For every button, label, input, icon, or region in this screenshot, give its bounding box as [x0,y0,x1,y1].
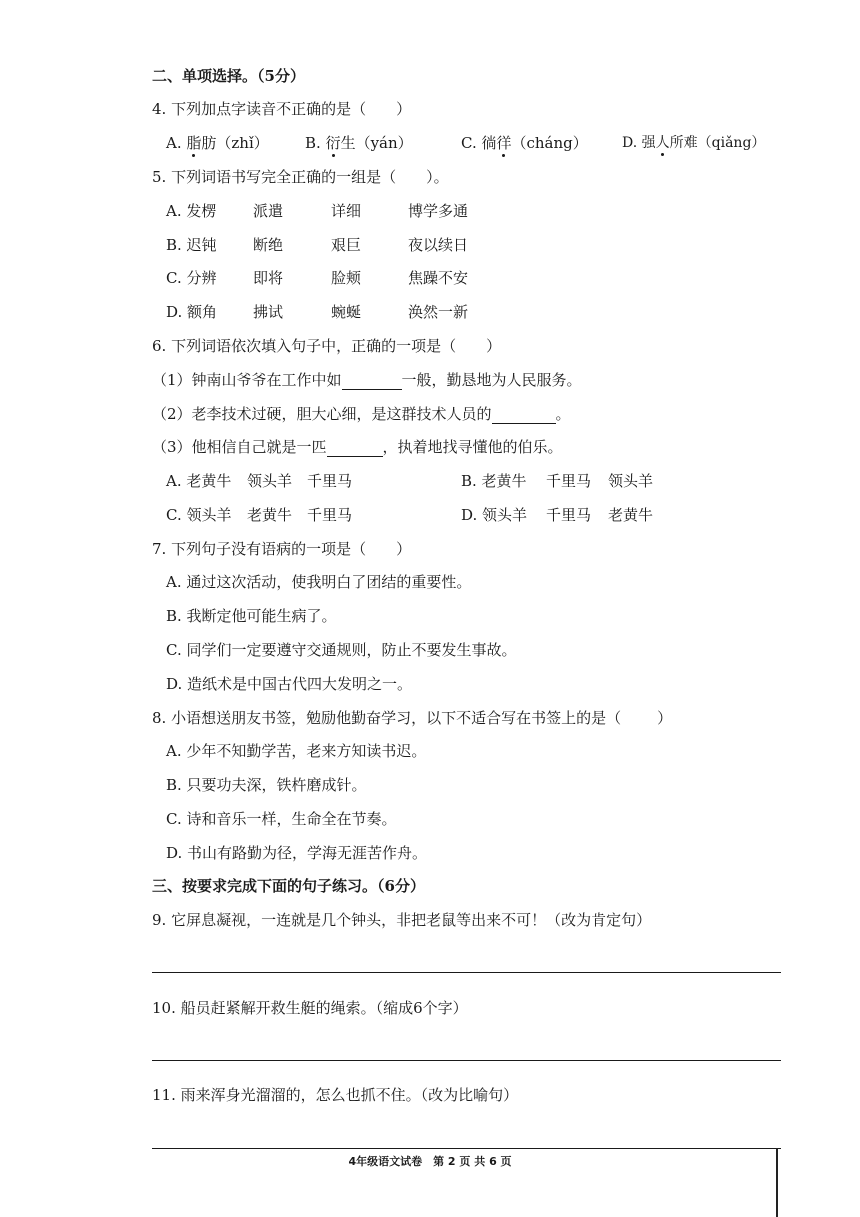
answer-line-10[interactable] [152,1060,781,1061]
answer-line-11[interactable] [152,1148,781,1149]
question-6-sentence-2: （2）老李技术过硬，胆大心细，是这群技术人员的 。 [152,405,571,423]
question-8-option-b[interactable]: B. 只要功夫深，铁杵磨成针。 [166,776,367,794]
question-5-stem: 5. 下列词语书写完全正确的一组是（ ）。 [152,168,449,186]
question-7-option-c[interactable]: C. 同学们一定要遵守交通规则，防止不要发生事故。 [166,641,517,659]
question-5-option-a[interactable]: A. 发楞 派遣 详细 博学多通 [166,202,469,220]
question-6-option-a[interactable]: A. 老黄牛 领头羊 千里马 [166,472,353,490]
section-3-title: 三、按要求完成下面的句子练习。（6分） [152,877,425,895]
question-8-option-d[interactable]: D. 书山有路勤为径，学海无涯苦作舟。 [166,844,428,862]
question-4-option-d[interactable]: D. 强人所难（qiǎng） [622,135,766,151]
question-4-option-a[interactable]: A. 脂肪（zhǐ） [166,134,269,152]
question-4-stem: 4. 下列加点字读音不正确的是（ ） [152,100,412,118]
blank-3[interactable] [327,440,383,457]
blank-1[interactable] [342,373,402,390]
question-4-option-b[interactable]: B. 衍生（yán） [305,134,413,152]
question-6-stem: 6. 下列词语依次填入句子中，正确的一项是（ ） [152,337,502,355]
question-9: 9. 它屏息凝视，一连就是几个钟头，非把老鼠等出来不可！（改为肯定句） [152,911,652,929]
question-7-option-d[interactable]: D. 造纸术是中国古代四大发明之一。 [166,675,413,693]
question-7-stem: 7. 下列句子没有语病的一项是（ ） [152,540,412,558]
question-7-option-a[interactable]: A. 通过这次活动，使我明白了团结的重要性。 [166,573,472,591]
page-footer: 4年级语文试卷 第 2 页 共 6 页 [348,1155,512,1168]
question-5-option-d[interactable]: D. 额角 拂试 蜿蜒 涣然一新 [166,303,469,321]
question-11: 11. 雨来浑身光溜溜的，怎么也抓不住。（改为比喻句） [152,1086,519,1104]
question-10: 10. 船员赶紧解开救生艇的绳索。（缩成6个字） [152,999,468,1017]
question-8-option-c[interactable]: C. 诗和音乐一样，生命全在节奏。 [166,810,397,828]
question-5-option-c[interactable]: C. 分辨 即将 脸颊 焦躁不安 [166,269,469,287]
question-6-option-d[interactable]: D. 领头羊 千里马 老黄牛 [461,506,654,524]
question-4-option-c[interactable]: C. 徜徉（cháng） [461,134,588,152]
question-6-sentence-3: （3）他相信自己就是一匹 ，执着地找寻懂他的伯乐。 [152,438,563,456]
question-8-stem: 8. 小语想送朋友书签，勉励他勤奋学习，以下不适合写在书签上的是（ ） [152,709,673,727]
blank-2[interactable] [492,407,556,424]
question-6-option-b[interactable]: B. 老黄牛 千里马 领头羊 [461,472,654,490]
question-8-option-a[interactable]: A. 少年不知勤学苦，老来方知读书迟。 [166,742,427,760]
section-2-title: 二、单项选择。（5分） [152,67,305,85]
answer-line-9[interactable] [152,972,781,973]
question-7-option-b[interactable]: B. 我断定他可能生病了。 [166,607,337,625]
question-5-option-b[interactable]: B. 迟钝 断绝 艰巨 夜以续日 [166,236,469,254]
question-6-sentence-1: （1）钟南山爷爷在工作中如 一般，勤恳地为人民服务。 [152,371,582,389]
question-6-option-c[interactable]: C. 领头羊 老黄牛 千里马 [166,506,353,524]
